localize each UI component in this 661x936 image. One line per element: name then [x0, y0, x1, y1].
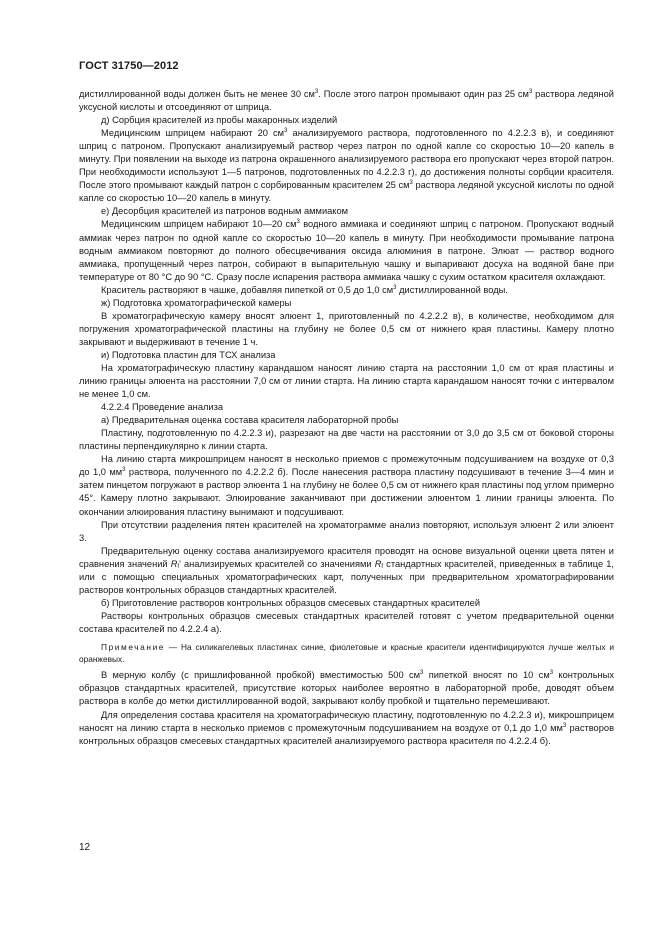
section-heading-control-solutions: б) Приготовление растворов контрольных образцов смесевых стандартных красителей [101, 597, 481, 608]
paragraph: В мерную колбу (с пришлифованной пробкой) вместимостью 500 $см^3$ пипеткой вносят по 10 $см^3$ контрольных образцов стандартных красителей, присутствие которых наиболее вероятно в лабораторной пробе, доводят объем раствора в колбе до метки дистиллированной водой, закрывают колбу пробкой и тщательно перемешивают. [79, 670, 614, 707]
section-heading-plates: и) Подготовка пластин для ТСХ анализа [101, 349, 276, 360]
paragraph: Медицинским шприцем набирают 10—20 $см^3$ водного аммиака и соединяют шприц с патроном. Пропускают водный аммиак через патрон по одной капле со скоростью 10—20 капель в минуту. При необходимости промывание патрона водным аммиаком повторяют до полного обесцвечивания оксида алюминия в патроне. Элюат — раствор водного аммиака, пропущенный через патрон, собирают в выпарительную чашку и выпаривают досуха на водяной бане при температуре от 80 °С до 90 °С. Сразу после испарения раствора аммиака чашку с сухим остатком красителя охлаждают. [79, 219, 614, 282]
section-heading-chamber: ж) Подготовка хроматографической камеры [101, 297, 292, 308]
section-heading-preliminary: а) Предварительная оценка состава красителя лабораторной пробы [101, 415, 399, 426]
paragraph: Краситель растворяют в чашке, добавляя пипеткой от 0,5 до 1,0 $см^3$ дистиллированной воды. [101, 284, 508, 295]
paragraph: При отсутствии разделения пятен красителей на хроматограмме анализ повторяют, используя элюент 2 или элюент 3. [79, 519, 614, 543]
paragraph: На хроматографическую пластину карандашом наносят линию старта на расстоянии 1,0 см от края пластины и линию границы элюента на расстоянии 7,0 см от линии старта. На линию старта карандашом наносят точки с интервалом не менее 1,0 см. [79, 362, 614, 400]
paragraph: Пластину, подготовленную по 4.2.2.3 и), разрезают на две части на расстоянии от 3,0 до 3,5 см от боковой стороны пластины перпендикулярно к линии старта. [79, 428, 614, 452]
paragraph: В хроматографическую камеру вносят элюент 1, приготовленный по 4.2.2.2 в), в количестве, необходимом для погружения хроматографической пластины на глубину не более 0,5 см от нижнего края пластины. Камеру плотно закрывают и выдерживают в течение 1 ч. [79, 310, 614, 347]
document-body [79, 88, 614, 748]
section-heading-sorption: д) Сорбция красителей из пробы макаронных изделий [101, 115, 338, 126]
paragraph: Предварительную оценку состава анализируемого красителя проводят на основе визуальной оценки цвета пятен и сравнения значений $R_f'$ анализируемых красителей со значениями $R_f$ стандартных красителей, приведенных в таблице 1, или с помощью специальных хроматографических карт, полученных при предварительном хроматографировании растворов контрольных образцов стандартных красителей. [79, 545, 614, 595]
note: Примечание — На силикагелевых пластинах синие, фиолетовые и красные красители идентифицируются лучше желтых и оранжевых. [79, 641, 614, 665]
paragraph: Медицинским шприцем набирают 20 $см^3$ анализируемого раствора, подготовленного по 4.2.2.3 в), и соединяют шприц с патроном. Пропускают анализируемый раствор через патрон по одной капле со скоростью 10—20 капель в минуту. При появлении на выходе из патрона окрашенного анализируемого раствора его пропускают через второй патрон. При необходимости используют 1—5 патронов, подготовленных по 4.2.2.3 г), до достижения полноты сорбции красителя. После этого промывают каждый патрон с сорбированным красителем 25 $см^3$ раствора ледяной уксусной кислоты по одной капле со скоростью 10—20 капель в минуту. [79, 128, 614, 204]
note-label: Примечание [101, 641, 166, 652]
section-heading-desorption: е) Десорбция красителей из патронов водным аммиаком [101, 206, 349, 217]
paragraph: Растворы контрольных образцов смесевых стандартных красителей готовят с учетом предварительной оценки состава красителей по 4.2.2.4 а). [79, 610, 614, 634]
paragraph: дистиллированной воды должен быть не менее 30 $см^3$. После этого патрон промывают один раз 25 $см^3$ раствора ледяной уксусной кислоты и отсоединяют от шприца. [79, 89, 614, 113]
document-header: ГОСТ 31750—2012 [79, 60, 179, 72]
paragraph: Для определения состава красителя на хроматографическую пластину, подготовленную по 4.2.2.3 и), микрошприцем наносят на линию старта в несколько приемов с промежуточным подсушиванием на воздухе от 0,1 до 1,0 $мм^3$ растворов контрольных образцов смесевых стандартных красителей анализируемого раствора красителя по 4.2.2.4 б). [79, 709, 615, 746]
paragraph: На линию старта микрошприцем наносят в несколько приемов с промежуточным подсушиванием на воздухе от 0,3 до 1,0 $мм^3$ раствора, полученного по 4.2.2.2 б). После нанесения раствора пластину подсушивают в течение 3—4 мин и затем пинцетом погружают в раствор элюента 1 на глубину не более 0,5 см от нижнего края пластины под углом примерно 45°. Камеру плотно закрывают. Элюирование заканчивают при достижении элюентом 1 линии границы элюента. По окончании элюирования пластину вынимают и подсушивают. [79, 454, 614, 517]
page-number: 12 [79, 842, 91, 853]
section-heading-analysis: 4.2.2.4 Проведение анализа [101, 402, 224, 413]
